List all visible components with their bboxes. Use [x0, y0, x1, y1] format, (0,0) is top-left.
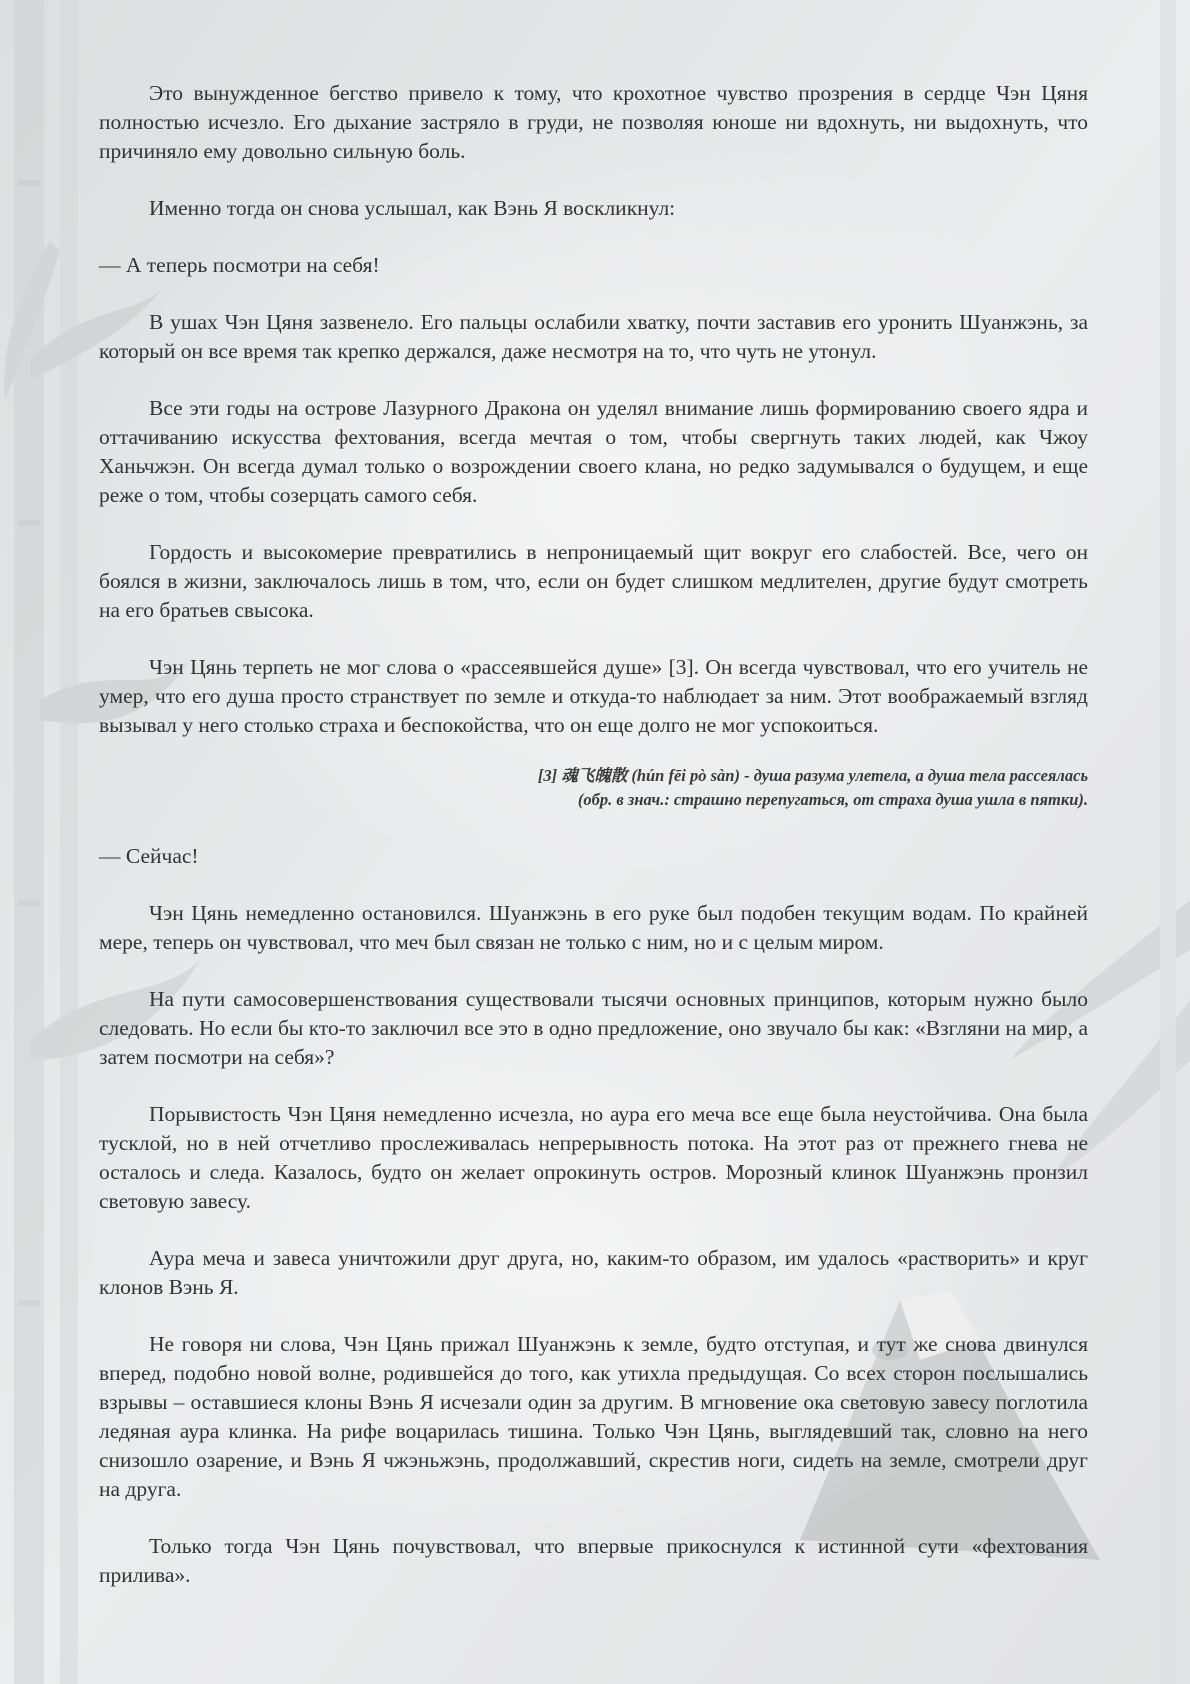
paragraph: Чэн Цянь терпеть не мог слова о «рассеявшейся душе» [3]. Он всегда чувствовал, что его учитель не умер, что его душа просто странствует по земле и откуда-то наблюдает за ним. Этот воображаемый взгляд вызывал у него столько страха и беспокойства, что он еще долго не мог успокоиться. — [99, 655, 1088, 737]
paragraph: Все эти годы на острове Лазурного Дракона он уделял внимание лишь формированию своего ядра и оттачиванию искусства фехтования, всегда мечтая о том, чтобы свергнуть таких людей, как Чжоу Ханьчжэн. Он всегда думал только о возрождении своего клана, но редко задумывался о будущем, и еще реже о том, чтобы созерцать самого себя. — [99, 396, 1088, 507]
paragraph: На пути самосовершенствования существовали тысячи основных принципов, которым нужно было следовать. Но если бы кто-то заключил все это в одно предложение, оно звучало бы как: «Взгляни на мир, а затем посмотри на себя»? — [99, 987, 1088, 1069]
dialogue-line: — Сейчас! — [99, 844, 199, 868]
footnote-line: [3] 魂飞魄散 (hún fēi pò sàn) - душа разума улетела, а душа тела рассеялась — [537, 766, 1088, 785]
paragraph: Только тогда Чэн Цянь почувствовал, что впервые прикоснулся к истинной сути «фехтования прилива». — [99, 1534, 1088, 1587]
paragraph: В ушах Чэн Цяня зазвенело. Его пальцы ослабили хватку, почти заставив его уронить Шуанжэнь, за который он все время так крепко держался, даже несмотря на то, что чуть не утонул. — [99, 310, 1088, 363]
footnote — [99, 764, 1088, 812]
document-body — [99, 79, 1088, 1590]
paragraph: Это вынужденное бегство привело к тому, что крохотное чувство прозрения в сердце Чэн Цяня полностью исчезло. Его дыхание застряло в груди, не позволяя юноше ни вдохнуть, ни выдохнуть, что причиняло ему довольно сильную боль. — [99, 81, 1088, 163]
paragraph: Именно тогда он снова услышал, как Вэнь Я воскликнул: — [149, 196, 676, 220]
paragraph: Гордость и высокомерие превратились в непроницаемый щит вокруг его слабостей. Все, чего он боялся в жизни, заключалось лишь в том, что, если он будет слишком медлителен, другие будут смотреть на его братьев свысока. — [99, 540, 1088, 622]
dialogue-line: — А теперь посмотри на себя! — [99, 253, 380, 277]
footnote-line: (обр. в знач.: страшно перепугаться, от страха душа ушла в пятки). — [577, 790, 1088, 809]
paragraph: Порывистость Чэн Цяня немедленно исчезла, но аура его меча все еще была неустойчива. Она была тусклой, но в ней отчетливо прослеживалась непрерывность потока. На этот раз от прежнего гнева не осталось и следа. Казалось, будто он желает опрокинуть остров. Морозный клинок Шуанжэнь пронзил световую завесу. — [99, 1102, 1088, 1213]
paragraph: Аура меча и завеса уничтожили друг друга, но, каким-то образом, им удалось «растворить» и круг клонов Вэнь Я. — [99, 1246, 1088, 1299]
paragraph: Не говоря ни слова, Чэн Цянь прижал Шуанжэнь к земле, будто отступая, и тут же снова двинулся вперед, подобно новой волне, родившейся до того, как утихла предыдущая. Со всех сторон послышались взрывы – оставшиеся клоны Вэнь Я исчезали один за другим. В мгновение ока световую завесу поглотила ледяная аура клинка. На рифе воцарилась тишина. Только Чэн Цянь, выглядевший так, словно на него снизошло озарение, и Вэнь Я чжэньжэнь, продолжавший, скрестив ноги, сидеть на земле, смотрели друг на друга. — [99, 1332, 1088, 1501]
paragraph: Чэн Цянь немедленно остановился. Шуанжэнь в его руке был подобен текущим водам. По крайней мере, теперь он чувствовал, что меч был связан не только с ним, но и с целым миром. — [99, 901, 1088, 954]
